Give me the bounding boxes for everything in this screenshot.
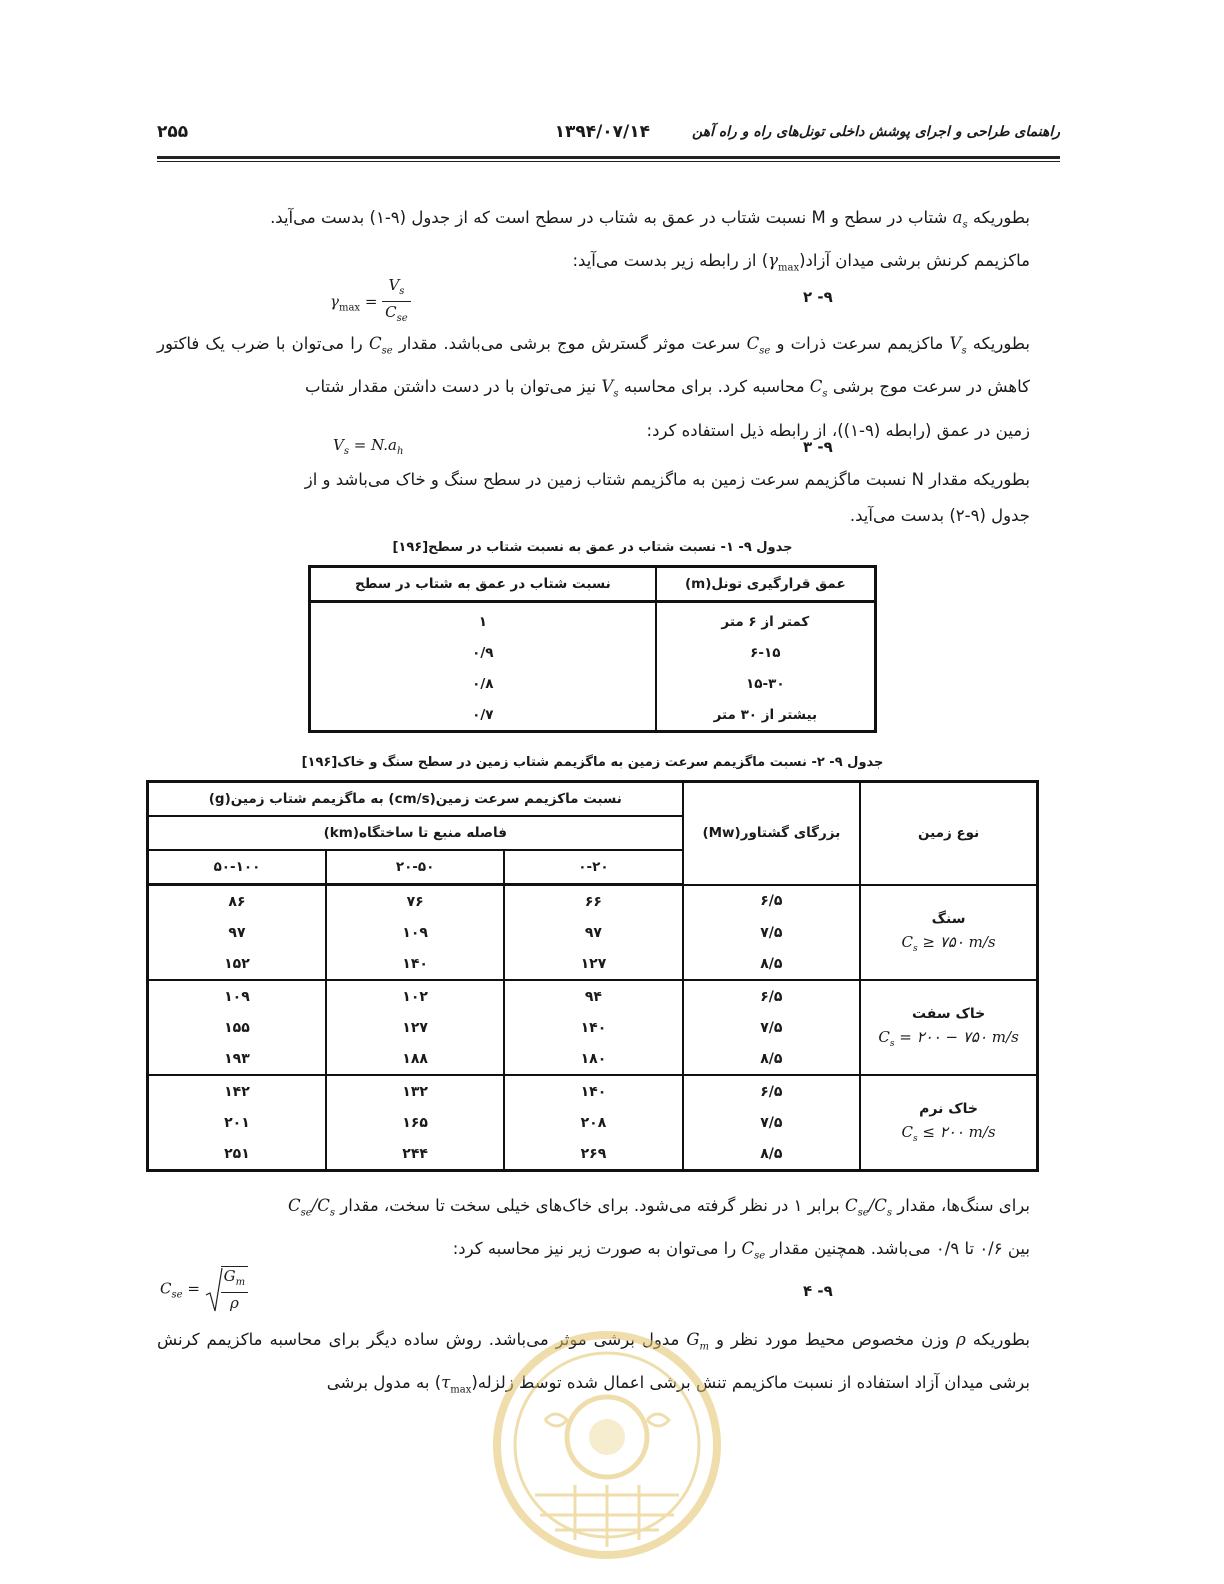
header-rule-thick bbox=[157, 156, 1060, 159]
symbol-as: $a_s$ bbox=[952, 208, 968, 231]
paragraph-4: برای سنگ‌ها، مقدار $C_{se}/C_s$ برابر ۱ در نظر گرفته می‌شود. برای خاک‌های خیلی سخت تا سخت، مقدار $C_{se}/C_s$ بین ۰/۶ تا ۰/۹ می‌باشد. همچنین مقدار $C_{se}$ را می‌توان به صورت زیر نیز محاسبه کرد: bbox=[288, 1196, 1030, 1262]
equation-9-3: $V_s = N.a_h$ bbox=[333, 436, 404, 457]
symbol-gamma-max: $\gamma_{max}$ bbox=[768, 251, 800, 274]
table-row: ۷/۵ ۹۷ ۱۰۹ ۹۷ bbox=[148, 917, 1038, 948]
table-2-header-soil: نوع زمین bbox=[860, 782, 1037, 885]
table-row: ۷/۵ ۲۰۸ ۱۶۵ ۲۰۱ bbox=[148, 1107, 1038, 1138]
equation-number-3: ۹- ۳ bbox=[803, 438, 833, 456]
table-row: سنگ $C_s$ ≥ ۷۵۰ m/s ۶/۵ ۶۶ ۷۶ ۸۶ bbox=[148, 885, 1038, 918]
table-1-header-depth: عمق قرارگیری تونل(m) bbox=[656, 567, 876, 602]
table-row: کمتر از ۶ متر ۱ bbox=[310, 602, 876, 638]
table-row: خاک سفت $C_s$ = ۲۰۰ − ۷۵۰ m/s ۶/۵ ۹۴ ۱۰۲ ۱۰۹ bbox=[148, 980, 1038, 1012]
table-1 bbox=[308, 565, 877, 733]
table-2-header-d2: ۲۰-۵۰ bbox=[326, 850, 504, 885]
paragraph-2: بطوریکه $V_s$ ماکزیمم سرعت ذرات و $C_{se}$ سرعت موثر گسترش موج برشی می‌باشد. مقدار $C_{se}$ را می‌توان با ضرب یک فاکتور کاهش در سرعت موج برشی $C_s$ محاسبه کرد. برای محاسبه $V_s$ نیز می‌توان با در دست داشتن مقدار شتاب زمین در عمق (رابطه (۹-۱))، از رابطه ذیل استفاده کرد: bbox=[157, 334, 1030, 440]
table-2-header-d3: ۵۰-۱۰۰ bbox=[148, 850, 326, 885]
book-title: راهنمای طراحی و اجرای پوشش داخلی تونل‌های راه و راه آهن bbox=[692, 124, 1060, 140]
table-1-header-ratio: نسبت شتاب در عمق به شتاب در سطح bbox=[310, 567, 656, 602]
equation-9-2: $\gamma_{max}$ = $\frac{V_s}{C_{se}}$ bbox=[330, 276, 411, 329]
table-2 bbox=[146, 780, 1039, 1172]
table-2-header-d1: ۰-۲۰ bbox=[504, 850, 682, 885]
page-header bbox=[157, 120, 1060, 150]
table-row: بیشتر از ۳۰ متر ۰/۷ bbox=[310, 699, 876, 732]
table-2-caption: جدول ۹- ۲- نسبت ماگزیمم سرعت زمین به ماگزیمم شتاب زمین در سطح سنگ و خاک[۱۹۶] bbox=[301, 755, 884, 770]
soil-condition: $C_s$ = ۲۰۰ − ۷۵۰ m/s bbox=[878, 1028, 1019, 1049]
paragraph-3: بطوریکه مقدار N نسبت ماگزیمم سرعت زمین به ماگزیمم شتاب زمین در سطح سنگ و خاک می‌باشد و از جدول (۹-۲) بدست می‌آید. bbox=[304, 470, 1030, 525]
equation-number-2: ۹- ۲ bbox=[803, 288, 833, 306]
header-rule-thin bbox=[157, 161, 1060, 162]
watermark-seal bbox=[485, 1325, 730, 1575]
table-row: ۶-۱۵ ۰/۹ bbox=[310, 637, 876, 668]
table-row: ۸/۵ ۱۲۷ ۱۴۰ ۱۵۲ bbox=[148, 948, 1038, 980]
table-row: ۸/۵ ۱۸۰ ۱۸۸ ۱۹۳ bbox=[148, 1043, 1038, 1075]
table-2-header-distance: فاصله منبع تا ساختگاه(km) bbox=[148, 816, 683, 850]
page-number: ۲۵۵ bbox=[157, 122, 189, 142]
paragraph-5: بطوریکه ρ وزن مخصوص محیط مورد نظر و $G_m$ مدول برشی موثر می‌باشد. روش ساده دیگر برای محاسبه ماکزیمم کرنش برشی میدان آزاد استفاده از نسبت ماکزیمم تنش برشی اعمال شده توسط $زلزله(\tau_{max})$ به مدول برشی bbox=[157, 1330, 1030, 1396]
equation-9-4: $C_{se}$ = $\frac{G_m}{\rho}$ bbox=[160, 1266, 248, 1313]
table-2-header-ratio: نسبت ماکزیمم سرعت زمین(cm/s) به ماگزیمم شتاب زمین(g) bbox=[148, 782, 683, 817]
header-date: ۱۳۹۴/۰۷/۱۴ bbox=[554, 122, 650, 142]
paragraph-1: بطوریکه $a_s$ شتاب در سطح و M نسبت شتاب در عمق به شتاب در سطح است که از جدول (۹-۱) بدست می‌آید. ماکزیمم کرنش برشی میدان $آزاد(\gamma_{max})$ از رابطه زیر بدست می‌آید: bbox=[270, 208, 1030, 274]
table-row: ۸/۵ ۲۶۹ ۲۴۴ ۲۵۱ bbox=[148, 1138, 1038, 1171]
soil-condition: $C_s$ ≤ ۲۰۰ m/s bbox=[901, 1123, 996, 1144]
soil-type-stiff: خاک سفت $C_s$ = ۲۰۰ − ۷۵۰ m/s bbox=[860, 980, 1037, 1075]
table-1-caption: جدول ۹- ۱- نسبت شتاب در عمق به نسبت شتاب در سطح[۱۹۶] bbox=[392, 540, 793, 555]
table-row: ۷/۵ ۱۴۰ ۱۲۷ ۱۵۵ bbox=[148, 1012, 1038, 1043]
equation-number-4: ۹- ۴ bbox=[803, 1282, 833, 1300]
soil-type-soft: خاک نرم $C_s$ ≤ ۲۰۰ m/s bbox=[860, 1075, 1037, 1171]
soil-type-rock: سنگ $C_s$ ≥ ۷۵۰ m/s bbox=[860, 885, 1037, 981]
soil-condition: $C_s$ ≥ ۷۵۰ m/s bbox=[901, 932, 996, 954]
table-2-header-magnitude: بزرگای گشتاور(Mw) bbox=[683, 782, 861, 885]
table-row: خاک نرم $C_s$ ≤ ۲۰۰ m/s ۶/۵ ۱۴۰ ۱۳۲ ۱۴۲ bbox=[148, 1075, 1038, 1107]
table-row: ۱۵-۳۰ ۰/۸ bbox=[310, 668, 876, 699]
